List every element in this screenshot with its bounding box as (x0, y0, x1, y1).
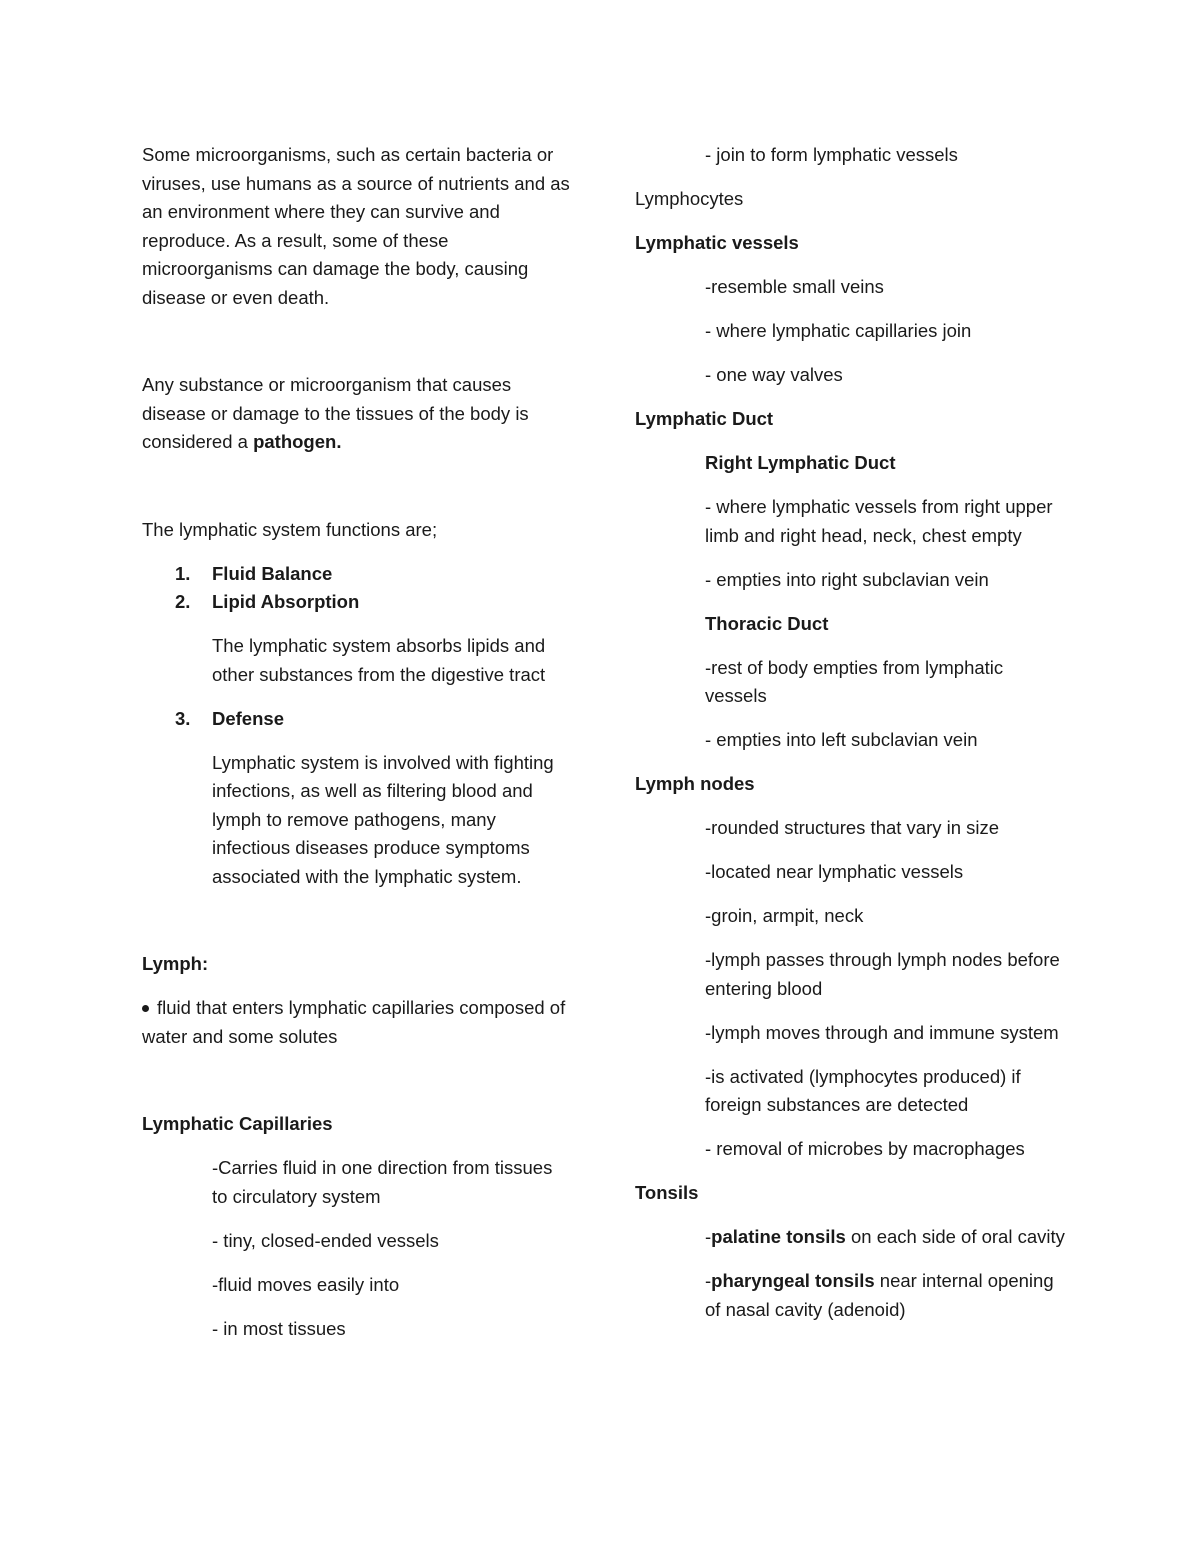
pathogen-text: Any substance or microorganism that causes disease or damage to the tissues of the body is considered a (142, 374, 529, 452)
thoracic-heading: Thoracic Duct (705, 612, 829, 634)
right-duct-item: - empties into right subclavian vein (705, 568, 989, 590)
nodes-item: -is activated (lymphocytes produced) if foreign substances are detected (705, 1065, 1021, 1115)
thoracic-item: - empties into left subclavian vein (705, 729, 978, 750)
tonsils-item (635, 1223, 1065, 1252)
function-description: The lymphatic system absorbs lipids and other substances from the digestive tract (212, 635, 546, 685)
function-number: 3. (175, 707, 191, 729)
lymph-heading: Lymph: (142, 953, 209, 974)
tonsils-prefix: - (705, 1226, 712, 1247)
tonsils-term: pharyngeal tonsils (711, 1270, 875, 1291)
lymph-bullet-item (142, 994, 570, 1051)
nodes-item: -lymph passes through lymph nodes before entering blood (705, 949, 1060, 999)
right-duct-heading: Right Lymphatic Duct (705, 452, 896, 473)
thoracic-item: -rest of body empties from lymphatic vessels (705, 656, 1004, 706)
tonsils-item (635, 1267, 1065, 1324)
right-column (635, 141, 1065, 1324)
function-title: Fluid Balance (212, 562, 333, 584)
right-duct-item: - where lymphatic vessels from right upper limb and right head, neck, chest empty (705, 496, 1053, 546)
tonsils-rest: on each side of oral cavity (845, 1226, 1065, 1247)
nodes-item: -lymph moves through and immune system (705, 1021, 1059, 1043)
nodes-item: -groin, armpit, neck (705, 905, 864, 926)
capillaries-item: - tiny, closed-ended vessels (212, 1229, 439, 1251)
function-title: Lipid Absorption (212, 591, 360, 612)
nodes-item: -located near lymphatic vessels (705, 861, 964, 882)
nodes-item: - removal of microbes by macrophages (705, 1138, 1025, 1159)
function-number: 1. (175, 562, 191, 584)
nodes-heading: Lymph nodes (635, 773, 755, 794)
tonsils-prefix: - (705, 1270, 712, 1291)
capillaries-item: -Carries fluid in one direction from tissues to circulatory system (212, 1157, 553, 1207)
join-line: - join to form lymphatic vessels (705, 144, 958, 165)
vessels-item: - where lymphatic capillaries join (705, 320, 972, 341)
lymph-bullet-text: fluid that enters lymphatic capillaries composed of water and some solutes (142, 997, 566, 1047)
capillaries-item: - in most tissues (212, 1317, 346, 1339)
pathogen-paragraph (142, 371, 570, 457)
tonsils-term: palatine tonsils (711, 1226, 846, 1247)
function-description: Lymphatic system is involved with fighting infections, as well as filtering blood and lymph to remove pathogens, many infectious diseases produce symptoms associated with the lymphatic system. (212, 751, 554, 887)
functions-list (142, 560, 570, 892)
tonsils-heading: Tonsils (635, 1182, 699, 1203)
nodes-item: -rounded structures that vary in size (705, 817, 1000, 838)
pathogen-term: pathogen. (253, 431, 342, 452)
bullet-icon (142, 1005, 149, 1012)
lymphocytes-label: Lymphocytes (635, 188, 744, 209)
vessels-heading: Lymphatic vessels (635, 232, 799, 253)
tonsils-rest: near internal opening of nasal cavity (adenoid) (705, 1270, 1054, 1320)
function-item (142, 560, 570, 589)
capillaries-heading: Lymphatic Capillaries (142, 1113, 333, 1134)
left-column (142, 141, 570, 1343)
duct-heading: Lymphatic Duct (635, 408, 774, 429)
vessels-item: -resemble small veins (705, 276, 884, 297)
function-item (142, 705, 570, 892)
vessels-item: - one way valves (705, 364, 843, 385)
intro-paragraph: Some microorganisms, such as certain bacteria or viruses, use humans as a source of nutrients and as an environment where they can survive and reproduce. As a result, some of these microorganisms can damage the body, causing disease or even death. (142, 144, 570, 308)
function-number: 2. (175, 591, 191, 612)
functions-intro: The lymphatic system functions are; (142, 518, 438, 540)
function-item (142, 588, 570, 689)
capillaries-item: -fluid moves easily into (212, 1273, 400, 1295)
function-title: Defense (212, 707, 284, 729)
